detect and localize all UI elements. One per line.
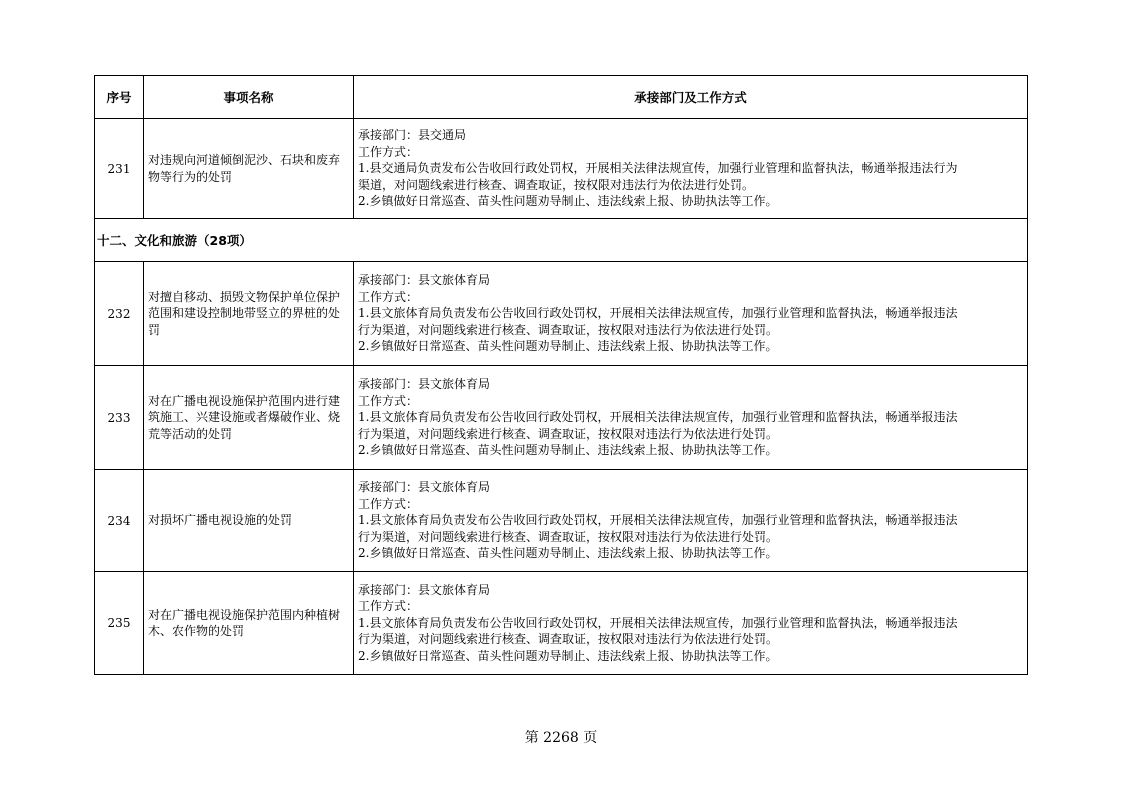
row-detail xyxy=(354,262,1028,366)
row-detail xyxy=(354,119,1028,219)
detail-method-label: 工作方式： xyxy=(358,496,419,511)
row-detail xyxy=(354,470,1028,572)
row-name: 对违规向河道倾倒泥沙、石块和废弃物等行为的处罚 xyxy=(144,119,354,219)
table-row xyxy=(95,366,1028,470)
row-num: 234 xyxy=(95,470,144,572)
detail-item1-b: 行为渠道，对问题线索进行核查、调查取证，按权限对违法行为依法进行处罚。 xyxy=(358,426,779,441)
page-number: 第 2268 页 xyxy=(524,730,598,746)
header-name: 事项名称 xyxy=(144,76,354,119)
detail-item1-a: 1.县文旅体育局负责发布公告收回行政处罚权，开展相关法律法规宣传，加强行业管理和监督执法，畅通举报违法 xyxy=(358,410,958,425)
header-dept: 承接部门及工作方式 xyxy=(354,76,1028,119)
row-detail xyxy=(354,572,1028,675)
table-row xyxy=(95,119,1028,219)
section-title: 十二、文化和旅游（28项） xyxy=(95,219,1028,262)
row-num: 235 xyxy=(95,572,144,675)
row-name: 对在广播电视设施保护范围内进行建筑施工、兴建设施或者爆破作业、烧荒等活动的处罚 xyxy=(144,366,354,470)
detail-method-label: 工作方式： xyxy=(358,599,419,614)
detail-item1-a: 1.县文旅体育局负责发布公告收回行政处罚权，开展相关法律法规宣传，加强行业管理和监督执法，畅通举报违法 xyxy=(358,513,958,528)
detail-dept: 承接部门：县交通局 xyxy=(358,128,467,143)
table-row xyxy=(95,262,1028,366)
table-row xyxy=(95,572,1028,675)
detail-item2: 2.乡镇做好日常巡查、苗头性问题劝导制止、违法线索上报、协助执法等工作。 xyxy=(358,648,778,663)
detail-item1-a: 1.县文旅体育局负责发布公告收回行政处罚权，开展相关法律法规宣传，加强行业管理和监督执法，畅通举报违法 xyxy=(358,306,958,321)
detail-dept: 承接部门：县文旅体育局 xyxy=(358,377,491,392)
header-num: 序号 xyxy=(95,76,144,119)
row-num: 233 xyxy=(95,366,144,470)
detail-item2: 2.乡镇做好日常巡查、苗头性问题劝导制止、违法线索上报、协助执法等工作。 xyxy=(358,443,778,458)
detail-item1-b: 行为渠道，对问题线索进行核查、调查取证，按权限对违法行为依法进行处罚。 xyxy=(358,322,779,337)
detail-item1-b: 行为渠道，对问题线索进行核查、调查取证，按权限对违法行为依法进行处罚。 xyxy=(358,529,779,544)
detail-item2: 2.乡镇做好日常巡查、苗头性问题劝导制止、违法线索上报、协助执法等工作。 xyxy=(358,546,778,561)
row-name: 对擅自移动、损毁文物保护单位保护范围和建设控制地带竖立的界桩的处罚 xyxy=(144,262,354,366)
items-table xyxy=(94,75,1028,675)
detail-dept: 承接部门：县文旅体育局 xyxy=(358,582,491,597)
row-name: 对在广播电视设施保护范围内种植树木、农作物的处罚 xyxy=(144,572,354,675)
detail-method-label: 工作方式： xyxy=(358,144,419,159)
detail-item2: 2.乡镇做好日常巡查、苗头性问题劝导制止、违法线索上报、协助执法等工作。 xyxy=(358,194,778,209)
row-num: 231 xyxy=(95,119,144,219)
row-detail xyxy=(354,366,1028,470)
detail-item2: 2.乡镇做好日常巡查、苗头性问题劝导制止、违法线索上报、协助执法等工作。 xyxy=(358,339,778,354)
detail-item1-b: 行为渠道，对问题线索进行核查、调查取证，按权限对违法行为依法进行处罚。 xyxy=(358,632,779,647)
detail-dept: 承接部门：县文旅体育局 xyxy=(358,480,491,495)
detail-item1-a: 1.县交通局负责发布公告收回行政处罚权，开展相关法律法规宣传，加强行业管理和监督执法，畅通举报违法行为 xyxy=(358,161,958,176)
table-header-row xyxy=(95,76,1028,119)
row-num: 232 xyxy=(95,262,144,366)
detail-method-label: 工作方式： xyxy=(358,289,419,304)
section-row xyxy=(95,219,1028,262)
table-row xyxy=(95,470,1028,572)
detail-item1-b: 渠道，对问题线索进行核查、调查取证，按权限对违法行为依法进行处罚。 xyxy=(358,177,755,192)
detail-dept: 承接部门：县文旅体育局 xyxy=(358,273,491,288)
detail-item1-a: 1.县文旅体育局负责发布公告收回行政处罚权，开展相关法律法规宣传，加强行业管理和监督执法，畅通举报违法 xyxy=(358,615,958,630)
row-name: 对损坏广播电视设施的处罚 xyxy=(144,470,354,572)
detail-method-label: 工作方式： xyxy=(358,393,419,408)
